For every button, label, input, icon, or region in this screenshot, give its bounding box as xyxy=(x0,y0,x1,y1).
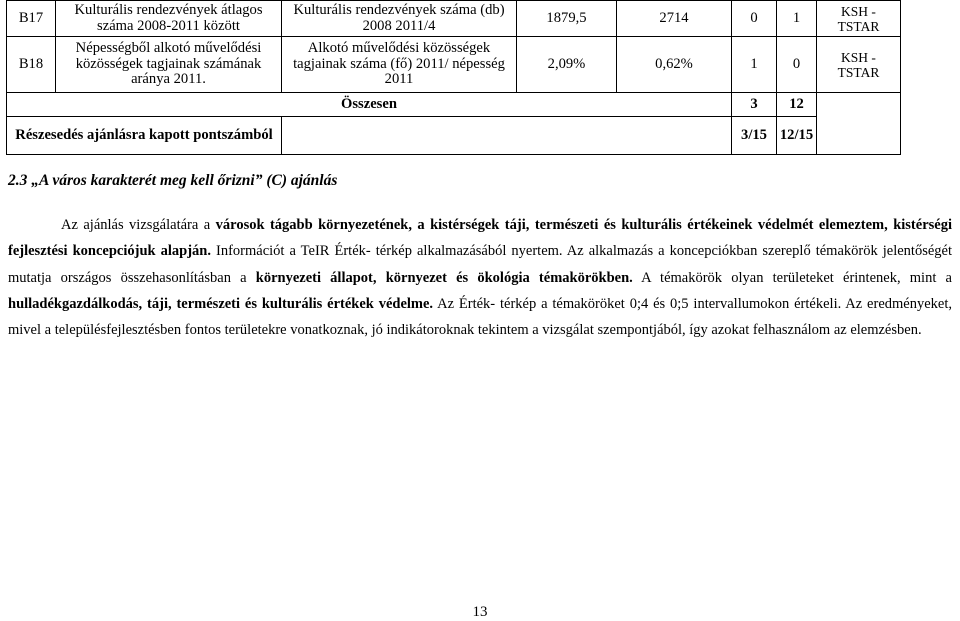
paragraph-text: A témakörök olyan területeket érintenek, mint a xyxy=(632,269,952,286)
row-id: B17 xyxy=(7,1,56,37)
share-value: 3/15 xyxy=(732,117,777,155)
section-heading: 2.3 „A város karakterét meg kell őrizni” (C) ajánlás xyxy=(8,172,338,189)
total-label: Összesen xyxy=(7,93,732,117)
empty-cell xyxy=(817,93,901,155)
empty-cell xyxy=(282,117,732,155)
paragraph-emphasis: hulladékgazdálkodás, táji, természeti és kulturális értékek védelme. xyxy=(8,295,434,312)
source-cell: KSH - TSTAR xyxy=(817,37,901,93)
indicator-table xyxy=(6,0,901,155)
paragraph-text: Az Érték- térkép a témaköröket 0;4 és 0;5 intervallumokon értékeli. Az eredményeket, mivel a településfejlesztésben fontos területekre vonatkoznak, jó indikátoroknak tekintem a vizsgálat szempontjából, így azokat felhasználom az elemzésben. xyxy=(8,295,952,339)
row-id: B18 xyxy=(7,37,56,93)
value-cell: 1 xyxy=(777,1,817,37)
share-row xyxy=(7,117,901,155)
value-cell: 1 xyxy=(732,37,777,93)
value-cell: 0,62% xyxy=(617,37,732,93)
table-row xyxy=(7,1,901,37)
value-cell: 0 xyxy=(777,37,817,93)
value-cell: 2,09% xyxy=(517,37,617,93)
share-label: Részesedés ajánlásra kapott pontszámból xyxy=(7,117,282,155)
paragraph-emphasis: városok tágabb környezetének, a kistérségek táji, természeti és kulturális értékeinek védelmét elemeztem, kistérségi fejlesztési koncepciójuk alapján. xyxy=(8,217,952,260)
source-cell: KSH - TSTAR xyxy=(817,1,901,37)
share-value: 12/15 xyxy=(777,117,817,155)
indicator-name: Népességből alkotó művelődési közösségek tagjainak számának aránya 2011. xyxy=(56,37,282,93)
value-cell: 2714 xyxy=(617,1,732,37)
paragraph-text: Az ajánlás vizsgálatára a xyxy=(61,217,216,233)
indicator-name: Kulturális rendezvények átlagos száma 2008-2011 között xyxy=(56,1,282,37)
page-number: 13 xyxy=(472,604,488,620)
total-value: 12 xyxy=(777,93,817,117)
indicator-measure: Alkotó művelődési közösségek tagjainak száma (fő) 2011/ népesség 2011 xyxy=(282,37,517,93)
paragraph-text: Információt a TeIR Érték- térkép alkalmazásából nyertem. Az alkalmazás a koncepciókban szereplő témakörök jelentőségét mutatja országos összehasonlításban a xyxy=(8,243,952,286)
indicator-measure: Kulturális rendezvények száma (db) 2008 2011/4 xyxy=(282,1,517,37)
total-row xyxy=(7,93,901,117)
value-cell: 1879,5 xyxy=(517,1,617,37)
value-cell: 0 xyxy=(732,1,777,37)
table-row xyxy=(7,37,901,93)
paragraph-emphasis: környezeti állapot, környezet és ökológia témakörökben. xyxy=(255,269,633,286)
total-value: 3 xyxy=(732,93,777,117)
body-paragraph xyxy=(8,212,952,343)
